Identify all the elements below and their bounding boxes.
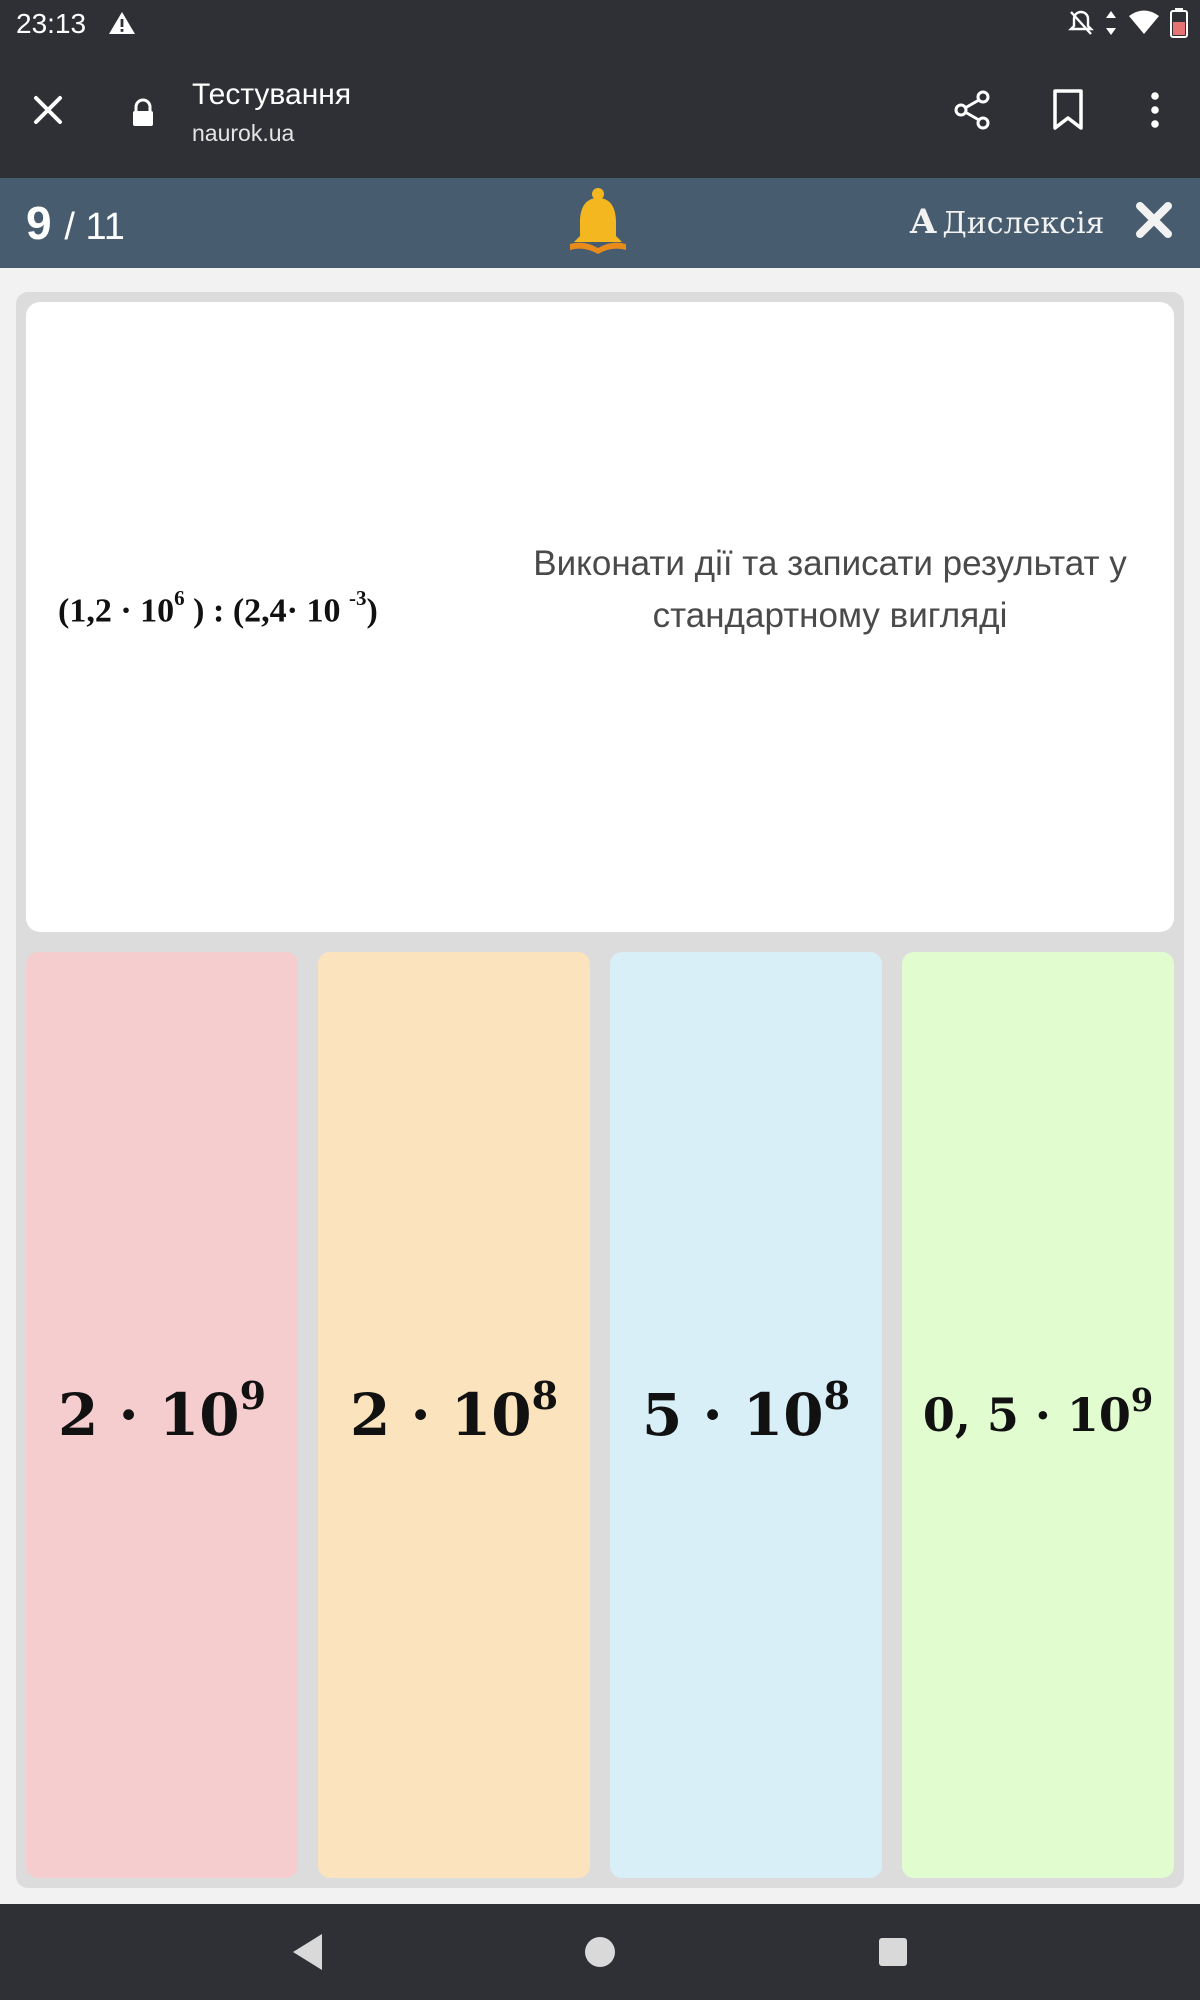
current-question: 9 [26, 197, 52, 249]
notifications-off-icon [1068, 9, 1094, 42]
answer-option-4[interactable] [902, 952, 1174, 1878]
share-icon[interactable] [950, 88, 994, 137]
formula-exponent: 6 [174, 586, 185, 610]
browser-toolbar [0, 48, 1200, 178]
answer-value: $5 \cdot 10^8$ [641, 1373, 851, 1449]
page-url: naurok.ua [192, 120, 295, 146]
answer-option-2[interactable] [318, 952, 590, 1878]
system-nav-bar [0, 1904, 1200, 2000]
formula-part: (1,2 · 10 [58, 592, 175, 630]
dyslexia-letter: A [910, 202, 937, 242]
answer-value: 0, $5 \cdot 10^9$ [922, 1381, 1154, 1442]
data-arrows-icon [1104, 9, 1118, 42]
answer-value: $2 \cdot 10^9$ [57, 1373, 267, 1449]
question-counter [26, 196, 125, 250]
bookmark-icon[interactable] [1050, 88, 1086, 137]
dyslexia-label: Дислексія [942, 206, 1105, 241]
wifi-icon [1128, 10, 1160, 41]
back-icon[interactable] [290, 1932, 324, 1977]
dyslexia-toggle[interactable] [910, 202, 1104, 242]
answer-option-1[interactable] [26, 952, 298, 1878]
question-text: Виконати дії та записати результат у стандартному вигляді [533, 544, 1127, 635]
battery-icon [1170, 8, 1188, 43]
close-icon[interactable] [28, 90, 68, 130]
total-questions: / 11 [64, 206, 125, 248]
lock-icon [130, 98, 156, 133]
answer-option-3[interactable] [610, 952, 882, 1878]
formula-part: ) [366, 592, 378, 630]
status-time: 23:13 [16, 8, 87, 39]
formula-exponent: -3 [348, 586, 367, 610]
home-icon[interactable] [582, 1932, 618, 1977]
answer-value: $2 \cdot 10^8$ [349, 1373, 559, 1449]
formula-part: ) : (2,4· 10 [184, 592, 349, 630]
quiz-header [0, 178, 1200, 268]
recents-icon[interactable] [876, 1932, 910, 1977]
warning-icon [108, 10, 136, 41]
close-quiz-icon[interactable] [1134, 200, 1174, 245]
more-icon[interactable] [1140, 88, 1170, 137]
question-formula [58, 586, 378, 630]
status-bar [0, 0, 1200, 48]
bell-logo-icon [566, 186, 630, 265]
page-title: Тестування [192, 78, 352, 111]
